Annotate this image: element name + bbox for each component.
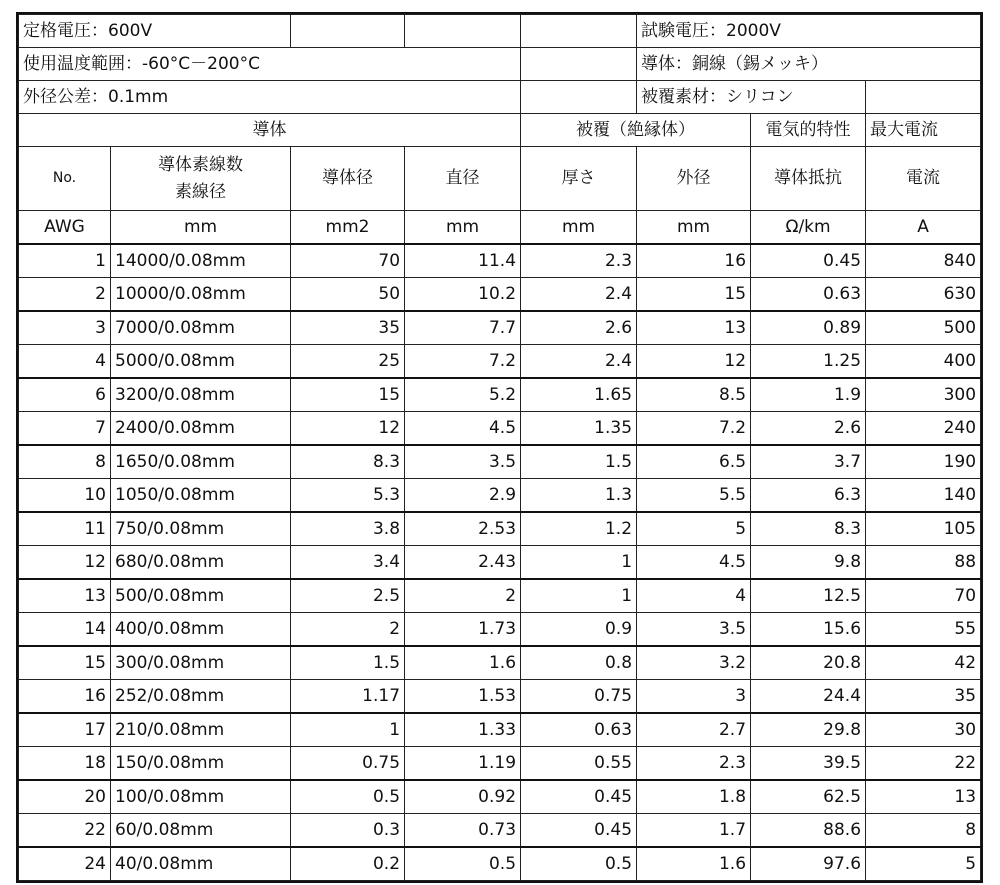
cell-resistance: 97.6: [751, 847, 866, 881]
header-strands: [111, 147, 291, 211]
cell-diameter: 7.7: [405, 311, 521, 345]
cell-outer-diameter: 15: [637, 278, 751, 312]
info-row-1: [19, 15, 981, 48]
insulation-material: 被覆素材：シリコン: [637, 81, 866, 114]
cell-diameter: 1.53: [405, 680, 521, 714]
header-no: No.: [19, 147, 111, 211]
cell-strands: 10000/0.08mm: [111, 278, 291, 312]
cell-conductor-area: 3.8: [291, 512, 405, 546]
cell-strands: 3200/0.08mm: [111, 378, 291, 412]
cell-current: 42: [866, 646, 981, 680]
cell-conductor-area: 25: [291, 345, 405, 379]
cell-strands: 60/0.08mm: [111, 814, 291, 848]
info-row-3: [19, 81, 981, 114]
cell-thickness: 0.75: [521, 680, 637, 714]
cell-awg: 1: [19, 244, 111, 278]
unit-current: A: [866, 211, 981, 245]
cell-resistance: 0.45: [751, 244, 866, 278]
cell-current: 55: [866, 613, 981, 647]
cell-conductor-area: 5.3: [291, 479, 405, 513]
cell-resistance: 24.4: [751, 680, 866, 714]
cell-resistance: 1.25: [751, 345, 866, 379]
cell-awg: 17: [19, 713, 111, 747]
cell-current: 22: [866, 747, 981, 781]
cell-outer-diameter: 8.5: [637, 378, 751, 412]
header-current: 電流: [866, 147, 981, 211]
cell-awg: 24: [19, 847, 111, 881]
cell-diameter: 10.2: [405, 278, 521, 312]
table-row: [19, 445, 981, 479]
cell-thickness: 0.8: [521, 646, 637, 680]
cell-strands: 150/0.08mm: [111, 747, 291, 781]
cell-conductor-area: 0.2: [291, 847, 405, 881]
group-header-conductor: 導体: [19, 114, 521, 147]
cell-awg: 7: [19, 412, 111, 446]
cell-conductor-area: 2.5: [291, 579, 405, 613]
cell-diameter: 0.73: [405, 814, 521, 848]
cell-conductor-area: 0.3: [291, 814, 405, 848]
cell-outer-diameter: 2.7: [637, 713, 751, 747]
cell-current: 30: [866, 713, 981, 747]
cell-strands: 300/0.08mm: [111, 646, 291, 680]
cell-conductor-area: 0.75: [291, 747, 405, 781]
cell-current: 5: [866, 847, 981, 881]
cell-resistance: 0.89: [751, 311, 866, 345]
cell-diameter: 1.73: [405, 613, 521, 647]
cell-resistance: 15.6: [751, 613, 866, 647]
cell-awg: 8: [19, 445, 111, 479]
cell-thickness: 1: [521, 546, 637, 580]
table-row: [19, 311, 981, 345]
cell-conductor-area: 3.4: [291, 546, 405, 580]
cell-strands: 252/0.08mm: [111, 680, 291, 714]
table-row: [19, 278, 981, 312]
cell-strands: 680/0.08mm: [111, 546, 291, 580]
table-row: [19, 680, 981, 714]
cell-resistance: 6.3: [751, 479, 866, 513]
unit-resistance: Ω/km: [751, 211, 866, 245]
cell-resistance: 62.5: [751, 780, 866, 814]
table-row: [19, 512, 981, 546]
cell-awg: 13: [19, 579, 111, 613]
cell-current: 35: [866, 680, 981, 714]
cell-thickness: 0.5: [521, 847, 637, 881]
cell-diameter: 2: [405, 579, 521, 613]
table-row: [19, 747, 981, 781]
cell-diameter: 1.19: [405, 747, 521, 781]
group-header-max-current: 最大電流: [866, 114, 981, 147]
cell-thickness: 1.2: [521, 512, 637, 546]
cell-strands: 500/0.08mm: [111, 579, 291, 613]
cell-current: 8: [866, 814, 981, 848]
cell-thickness: 1: [521, 579, 637, 613]
table-row: [19, 244, 981, 278]
cell-outer-diameter: 1.7: [637, 814, 751, 848]
cell-strands: 7000/0.08mm: [111, 311, 291, 345]
unit-outer-diameter: mm: [637, 211, 751, 245]
column-header-row: [19, 147, 981, 211]
cell-outer-diameter: 3.2: [637, 646, 751, 680]
cell-diameter: 2.53: [405, 512, 521, 546]
cell-awg: 6: [19, 378, 111, 412]
outer-diameter-tolerance: 外径公差：0.1mm: [19, 81, 521, 114]
group-header-electrical: 電気的特性: [751, 114, 866, 147]
cell-resistance: 2.6: [751, 412, 866, 446]
cell-resistance: 12.5: [751, 579, 866, 613]
table-row: [19, 378, 981, 412]
cell-strands: 2400/0.08mm: [111, 412, 291, 446]
header-resistance: 導体抵抗: [751, 147, 866, 211]
cell-thickness: 2.3: [521, 244, 637, 278]
temperature-range: 使用温度範囲：-60°C－200°C: [19, 48, 521, 81]
cell-conductor-area: 1: [291, 713, 405, 747]
unit-awg: AWG: [19, 211, 111, 245]
cell-conductor-area: 12: [291, 412, 405, 446]
cell-outer-diameter: 13: [637, 311, 751, 345]
cell-diameter: 2.9: [405, 479, 521, 513]
rated-voltage: 定格電圧：600V: [19, 15, 291, 48]
cell-thickness: 0.63: [521, 713, 637, 747]
cell-strands: 1050/0.08mm: [111, 479, 291, 513]
cell-conductor-area: 8.3: [291, 445, 405, 479]
table-row: [19, 646, 981, 680]
cell-thickness: 1.3: [521, 479, 637, 513]
cell-outer-diameter: 12: [637, 345, 751, 379]
cell-awg: 4: [19, 345, 111, 379]
cell-current: 400: [866, 345, 981, 379]
cell-conductor-area: 15: [291, 378, 405, 412]
empty-cell: [866, 81, 981, 114]
empty-cell: [521, 81, 637, 114]
cell-awg: 15: [19, 646, 111, 680]
cell-thickness: 0.55: [521, 747, 637, 781]
table-row: [19, 613, 981, 647]
table-row: [19, 847, 981, 881]
cell-diameter: 7.2: [405, 345, 521, 379]
cell-current: 88: [866, 546, 981, 580]
cell-strands: 400/0.08mm: [111, 613, 291, 647]
table-row: [19, 713, 981, 747]
cell-current: 630: [866, 278, 981, 312]
cell-outer-diameter: 1.8: [637, 780, 751, 814]
cell-resistance: 88.6: [751, 814, 866, 848]
cell-outer-diameter: 7.2: [637, 412, 751, 446]
cell-thickness: 0.45: [521, 814, 637, 848]
cell-diameter: 5.2: [405, 378, 521, 412]
cell-strands: 100/0.08mm: [111, 780, 291, 814]
cell-outer-diameter: 1.6: [637, 847, 751, 881]
cell-strands: 1650/0.08mm: [111, 445, 291, 479]
cell-resistance: 8.3: [751, 512, 866, 546]
cell-diameter: 0.5: [405, 847, 521, 881]
cell-diameter: 1.6: [405, 646, 521, 680]
cell-strands: 14000/0.08mm: [111, 244, 291, 278]
group-header-insulation: 被覆（絶縁体）: [521, 114, 751, 147]
cell-awg: 20: [19, 780, 111, 814]
cell-thickness: 2.4: [521, 345, 637, 379]
test-voltage: 試験電圧：2000V: [637, 15, 981, 48]
wire-spec-table: [18, 14, 981, 881]
cell-awg: 12: [19, 546, 111, 580]
cell-thickness: 0.45: [521, 780, 637, 814]
cell-strands: 5000/0.08mm: [111, 345, 291, 379]
cell-current: 240: [866, 412, 981, 446]
cell-current: 70: [866, 579, 981, 613]
cell-resistance: 29.8: [751, 713, 866, 747]
cell-conductor-area: 35: [291, 311, 405, 345]
cell-diameter: 11.4: [405, 244, 521, 278]
cell-resistance: 3.7: [751, 445, 866, 479]
cell-outer-diameter: 3: [637, 680, 751, 714]
cell-diameter: 3.5: [405, 445, 521, 479]
header-diameter: 直径: [405, 147, 521, 211]
table-row: [19, 579, 981, 613]
cell-thickness: 2.6: [521, 311, 637, 345]
cell-diameter: 0.92: [405, 780, 521, 814]
unit-diameter: mm: [405, 211, 521, 245]
header-strands-line2: 素線径: [175, 181, 226, 202]
cell-awg: 14: [19, 613, 111, 647]
cell-conductor-area: 1.5: [291, 646, 405, 680]
cell-conductor-area: 50: [291, 278, 405, 312]
cell-diameter: 2.43: [405, 546, 521, 580]
cell-conductor-area: 2: [291, 613, 405, 647]
table-row: [19, 412, 981, 446]
cell-thickness: 0.9: [521, 613, 637, 647]
cell-resistance: 39.5: [751, 747, 866, 781]
cell-current: 140: [866, 479, 981, 513]
cell-conductor-area: 0.5: [291, 780, 405, 814]
conductor-material: 導体：銅線（錫メッキ）: [637, 48, 981, 81]
cell-current: 300: [866, 378, 981, 412]
table-row: [19, 780, 981, 814]
table-row: [19, 546, 981, 580]
cell-outer-diameter: 4.5: [637, 546, 751, 580]
header-strands-line1: 導体素線数: [158, 155, 243, 176]
cell-outer-diameter: 16: [637, 244, 751, 278]
table-row: [19, 345, 981, 379]
cell-awg: 2: [19, 278, 111, 312]
cell-diameter: 1.33: [405, 713, 521, 747]
header-outer-diameter: 外径: [637, 147, 751, 211]
unit-thickness: mm: [521, 211, 637, 245]
cell-awg: 18: [19, 747, 111, 781]
cell-strands: 750/0.08mm: [111, 512, 291, 546]
table-row: [19, 814, 981, 848]
cell-outer-diameter: 4: [637, 579, 751, 613]
cell-resistance: 1.9: [751, 378, 866, 412]
cell-outer-diameter: 3.5: [637, 613, 751, 647]
cell-diameter: 4.5: [405, 412, 521, 446]
cell-outer-diameter: 6.5: [637, 445, 751, 479]
cell-resistance: 9.8: [751, 546, 866, 580]
cell-conductor-area: 70: [291, 244, 405, 278]
cell-outer-diameter: 5: [637, 512, 751, 546]
cell-current: 840: [866, 244, 981, 278]
cell-outer-diameter: 2.3: [637, 747, 751, 781]
empty-cell: [521, 15, 637, 48]
unit-conductor-area: mm2: [291, 211, 405, 245]
cell-outer-diameter: 5.5: [637, 479, 751, 513]
cell-thickness: 2.4: [521, 278, 637, 312]
cell-resistance: 0.63: [751, 278, 866, 312]
cell-thickness: 1.65: [521, 378, 637, 412]
header-thickness: 厚さ: [521, 147, 637, 211]
cell-awg: 10: [19, 479, 111, 513]
cell-strands: 210/0.08mm: [111, 713, 291, 747]
info-row-2: [19, 48, 981, 81]
cell-strands: 40/0.08mm: [111, 847, 291, 881]
cell-conductor-area: 1.17: [291, 680, 405, 714]
cell-thickness: 1.35: [521, 412, 637, 446]
header-conductor-area: 導体径: [291, 147, 405, 211]
empty-cell: [521, 48, 637, 81]
cell-current: 13: [866, 780, 981, 814]
unit-row: [19, 211, 981, 245]
cell-awg: 16: [19, 680, 111, 714]
cell-resistance: 20.8: [751, 646, 866, 680]
group-header-row: [19, 114, 981, 147]
empty-cell: [405, 15, 521, 48]
cell-current: 190: [866, 445, 981, 479]
cell-awg: 11: [19, 512, 111, 546]
cell-current: 500: [866, 311, 981, 345]
unit-strands: mm: [111, 211, 291, 245]
cell-awg: 3: [19, 311, 111, 345]
cell-current: 105: [866, 512, 981, 546]
cell-thickness: 1.5: [521, 445, 637, 479]
cell-awg: 22: [19, 814, 111, 848]
empty-cell: [291, 15, 405, 48]
table-row: [19, 479, 981, 513]
